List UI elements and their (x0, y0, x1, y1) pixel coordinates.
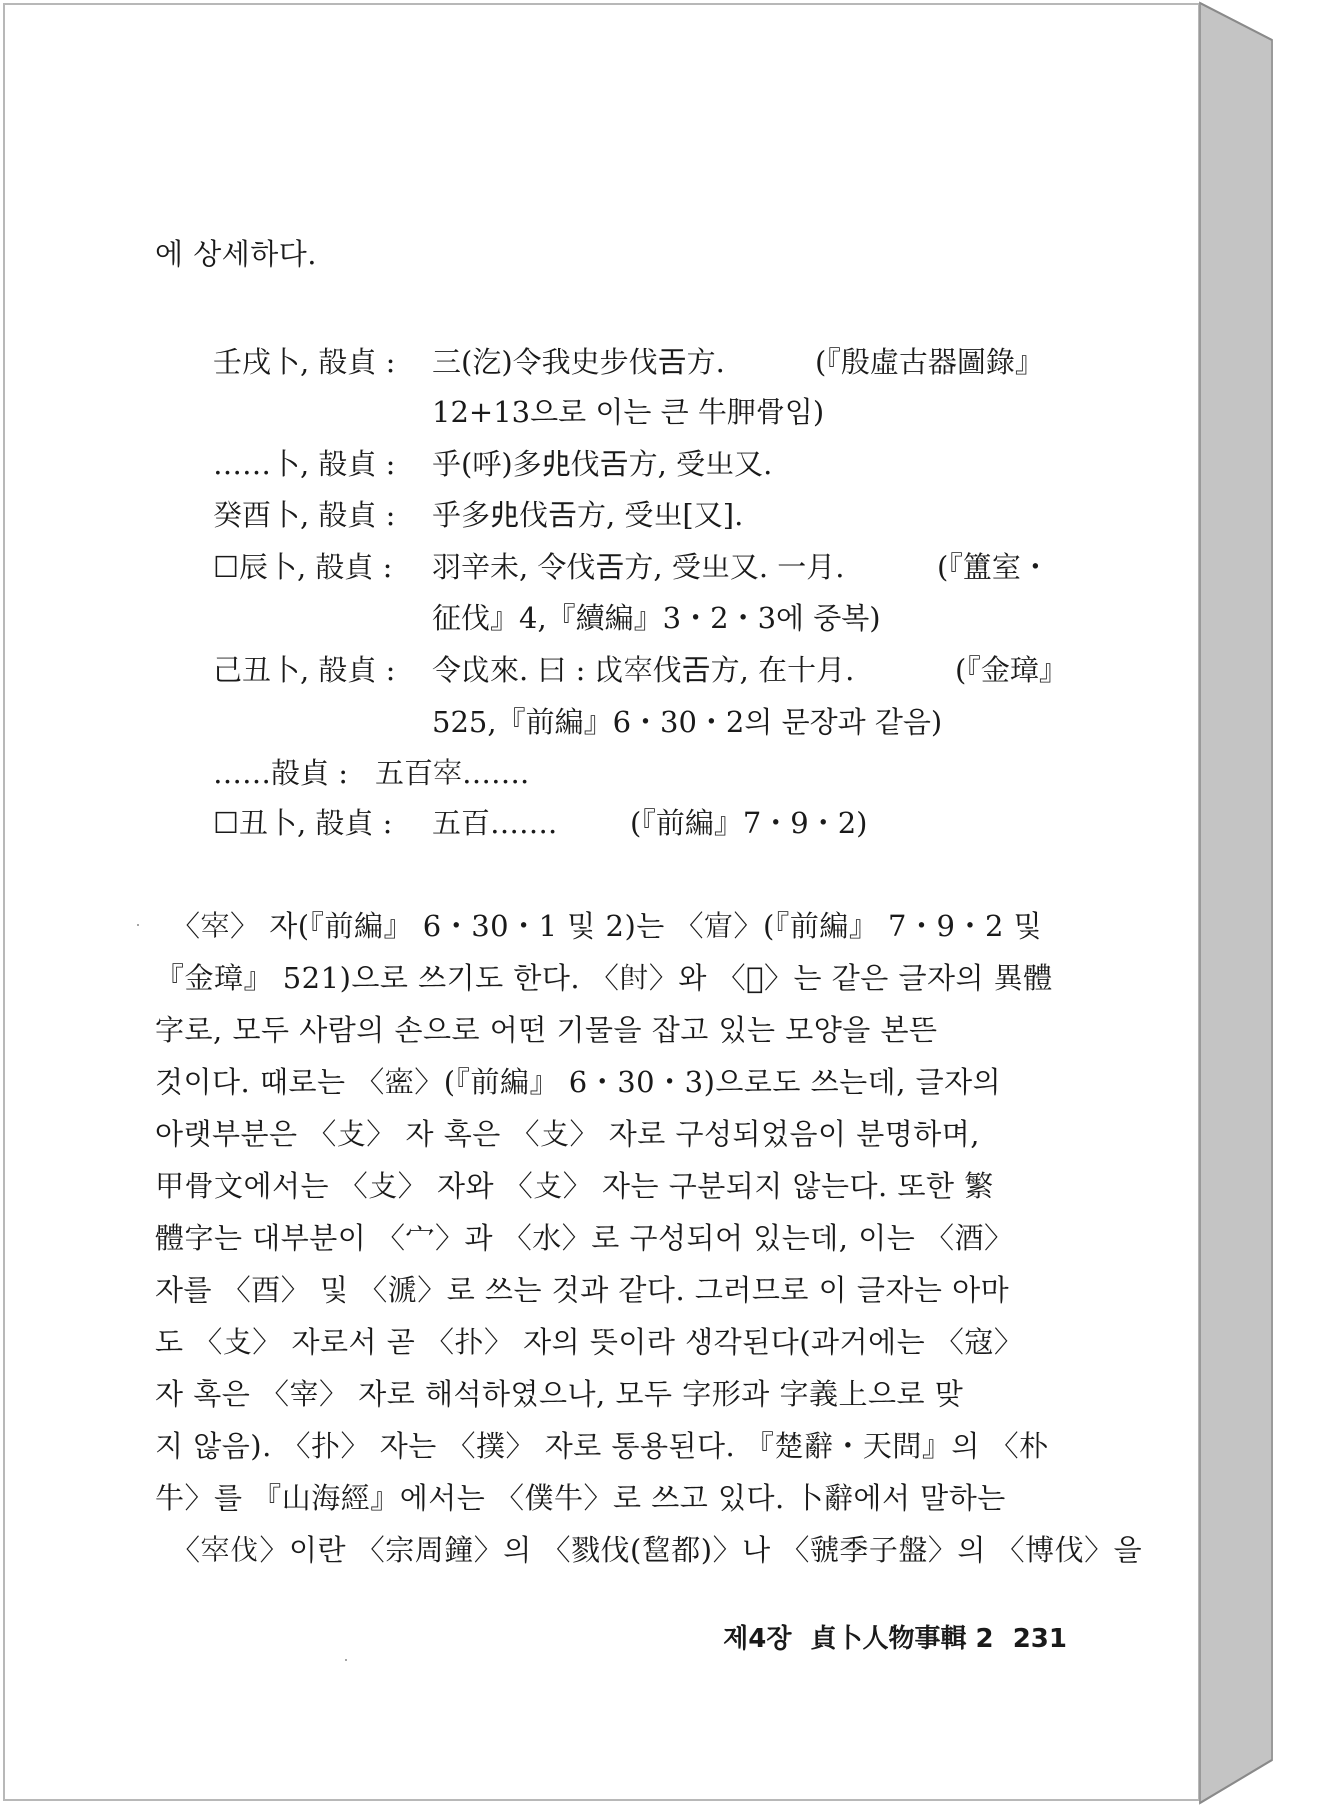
quote-6-head: ……㱿貞 : (213, 756, 348, 790)
paragraph-line: 자 혹은 〈宰〉 자로 해석하였으나, 모두 字形과 字義上으로 맞 (155, 1377, 964, 1411)
footer-title: 貞卜人物事輯 2 (810, 1624, 994, 1654)
quote-7-head: ☐丑卜, 㱿貞 : (213, 806, 393, 840)
paragraph-line: 도 〈攴〉 자로서 곧 〈扑〉 자의 뜻이라 생각된다(과거에는 〈寇〉 (155, 1325, 1024, 1359)
page-footer (155, 1618, 1067, 1655)
intro-line: 에 상세하다. (155, 237, 318, 271)
paragraph-line: 자를 〈酉〉 및 〈㴲〉로 쓰는 것과 같다. 그러므로 이 글자는 아마 (155, 1273, 1010, 1307)
paragraph-line: 字로, 모두 사람의 손으로 어떤 기물을 잡고 있는 모양을 본뜬 (155, 1013, 938, 1047)
speck (137, 924, 139, 926)
quote-4-cont: 征伐』4,『續編』3・2・3에 중복) (432, 601, 881, 635)
quote-7-text: 五百……. (432, 806, 558, 840)
speck (345, 1659, 347, 1661)
paragraph-line: 『金璋』 521)으로 쓰기도 한다. 〈𡬠〉와 〈𡬞〉는 같은 글자의 異體 (155, 961, 1053, 995)
quote-5-cont: 525,『前編』6・30・2의 문장과 같음) (432, 705, 943, 739)
paragraph-line: 것이다. 때로는 〈𡪖〉(『前編』 6・30・3)으로도 쓰는데, 글자의 (155, 1065, 1002, 1099)
quote-7-note: (『前編』7・9・2) (630, 806, 868, 840)
quote-4-text: 羽辛未, 令伐𢀛方, 受㞢又. 一月. (432, 550, 845, 584)
paragraph-line: 〈𡨧〉 자(『前編』 6・30・1 및 2)는 〈𡩏〉(『前編』 7・9・2 및 (171, 909, 1043, 943)
quote-2-text: 乎(呼)多𠑹伐𢀛方, 受㞢又. (432, 447, 773, 481)
quote-4-head: ☐辰卜, 㱿貞 : (213, 550, 393, 584)
quote-1-head: 壬戌卜, 㱿貞 : (213, 345, 396, 379)
quote-1-note: (『殷虛古器圖錄』 (815, 345, 1044, 379)
paragraph-line: 牛〉를 『山海經』에서는 〈僕牛〉로 쓰고 있다. 卜辭에서 말하는 (155, 1481, 1006, 1515)
quote-1-cont: 12+13으로 이는 큰 牛胛骨임) (432, 395, 825, 429)
footer-chapter: 제4장 (723, 1624, 792, 1654)
paragraph-line: 〈𡨧伐〉이란 〈宗周鐘〉의 〈戮伐(𨛫都)〉나 〈虢季子盤〉의 〈博伐〉을 (171, 1533, 1143, 1567)
page-number: 231 (1012, 1624, 1067, 1654)
quote-1-text: 三(汔)令我史步伐𢀛方. (432, 345, 725, 379)
paragraph-line: 지 않음). 〈扑〉 자는 〈撲〉 자로 통용된다. 『楚辭・天問』의 〈朴 (155, 1429, 1049, 1463)
quote-5-head: 己丑卜, 㱿貞 : (213, 653, 396, 687)
paragraph-line: 體字는 대부분이 〈宀〉과 〈水〉로 구성되어 있는데, 이는 〈酒〉 (155, 1221, 1014, 1255)
paragraph-line: 甲骨文에서는 〈攴〉 자와 〈攴〉 자는 구분되지 않는다. 또한 繁 (155, 1169, 994, 1203)
paragraph-line: 아랫부분은 〈攴〉 자 혹은 〈攴〉 자로 구성되었음이 분명하며, (155, 1117, 981, 1151)
quote-5-text: 令戉來. 曰 : 戉𡨧伐𢀛方, 在十月. (432, 653, 855, 687)
quote-2-head: ……卜, 㱿貞 : (213, 447, 396, 481)
quote-3-text: 乎多𠑹伐𢀛方, 受㞢[又]. (432, 498, 744, 532)
quote-5-note: (『金璋』 (955, 653, 1068, 687)
quote-4-note: (『簠室・ (937, 550, 1050, 584)
quote-6-text: 五百𡨧……. (375, 756, 530, 790)
quote-3-head: 癸酉卜, 㱿貞 : (213, 498, 396, 532)
